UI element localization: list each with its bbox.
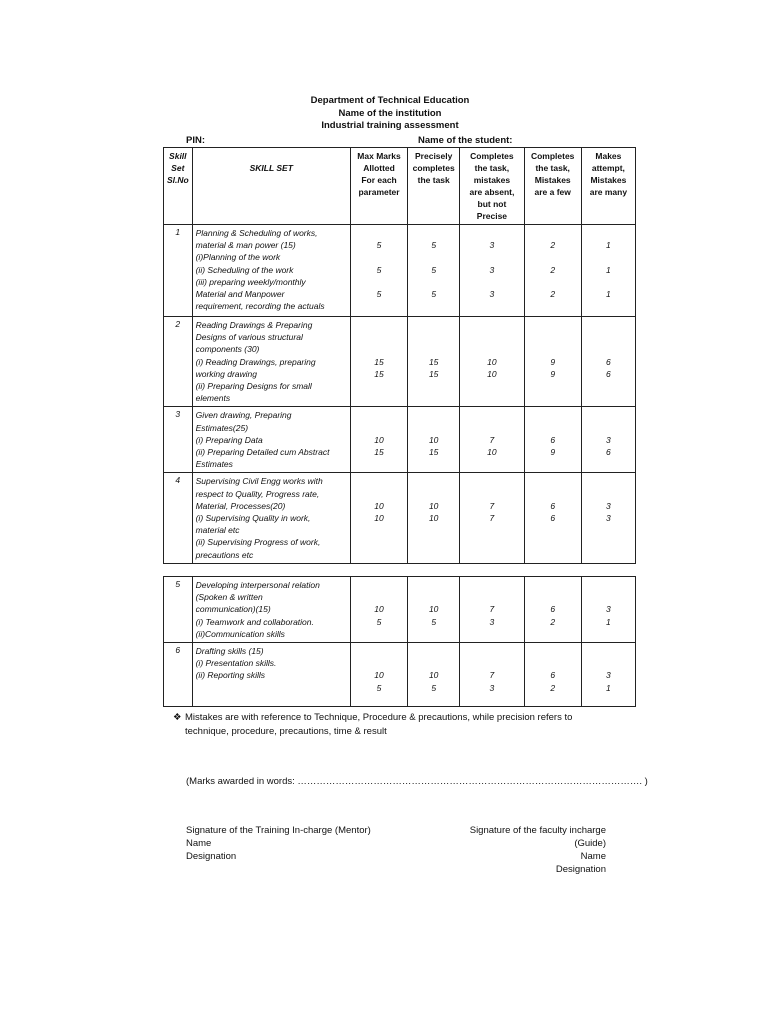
mistakes-few-cell-line: 9	[550, 356, 556, 367]
table-row	[164, 643, 636, 707]
max-marks-cell-line	[354, 227, 404, 239]
skill-description-line: (ii) Preparing Detailed cum Abstract	[195, 447, 330, 458]
max-marks-cell-line: 5	[376, 288, 382, 299]
mistakes-many-cell	[581, 407, 635, 473]
mistakes-many-cell-line	[585, 579, 632, 591]
dept-title: Department of Technical Education	[310, 95, 470, 106]
mistakes-many-cell	[581, 225, 635, 317]
mistakes-few-cell-line: 2	[550, 682, 556, 693]
guide-signature-block	[436, 824, 606, 876]
skill-description-line: respect to Quality, Progress rate,	[195, 488, 320, 499]
max-marks-cell-line	[354, 300, 404, 312]
mistakes-many-cell-line: 6	[606, 447, 611, 457]
mistakes-few-cell-line	[528, 331, 578, 343]
precise-cell-line: 5	[431, 264, 437, 275]
skill-sl-no: 2	[164, 317, 193, 407]
max-marks-cell-line	[354, 645, 404, 657]
col-header-mistakes-many: Makes attempt, Mistakes are many	[581, 148, 635, 225]
mistakes-many-cell-line: 3	[606, 604, 611, 615]
mistakes-few-cell-line	[528, 227, 578, 239]
col-header-mistakes-few: Completes the task, Mistakes are a few	[524, 148, 581, 225]
skill-description-line: communication)(15)	[195, 604, 271, 615]
max-marks-cell-line	[354, 579, 404, 591]
mistakes-absent-cell-line	[463, 319, 520, 331]
mistakes-many-cell-line	[585, 276, 632, 288]
mistakes-absent-cell-line	[463, 227, 520, 239]
max-marks-cell-line	[354, 422, 404, 434]
mistakes-many-cell-line: 3	[606, 500, 611, 511]
mistakes-many-cell-line: 3	[606, 670, 611, 681]
mistakes-few-cell-line: 9	[550, 368, 556, 379]
precise-cell-line	[411, 645, 456, 657]
table-2-body	[164, 577, 636, 707]
mistakes-many-cell-line	[585, 331, 632, 343]
max-marks-cell-line	[354, 591, 404, 603]
skill-description	[192, 577, 350, 643]
guide-designation-label: Designation	[555, 864, 606, 875]
mistakes-absent-cell-line: 7	[489, 500, 495, 511]
mistakes-absent-cell-line	[463, 488, 520, 500]
skill-description-line: (ii) Scheduling of the work	[195, 264, 294, 275]
precise-cell-line	[411, 251, 456, 263]
table-row	[164, 577, 636, 643]
col-header-max-marks: Max Marks Allotted For each parameter	[350, 148, 407, 225]
mistakes-many-cell-line: 6	[606, 356, 611, 367]
skill-description-line: (ii) Supervising Progress of work,	[195, 537, 321, 548]
precise-cell-line	[411, 227, 456, 239]
mistakes-few-cell-line	[528, 645, 578, 657]
skill-sl-no: 5	[164, 577, 193, 643]
mistakes-absent-cell-line: 3	[489, 240, 495, 251]
precise-cell-line: 10	[428, 604, 439, 615]
mistakes-many-cell-line	[585, 591, 632, 603]
mistakes-absent-cell	[460, 473, 524, 563]
mistakes-few-cell	[524, 643, 581, 707]
precise-cell-line	[411, 488, 456, 500]
max-marks-cell-line	[354, 488, 404, 500]
mistakes-few-cell-line: 6	[550, 604, 556, 615]
precise-cell-line	[411, 276, 456, 288]
precise-cell-line: 10	[428, 500, 439, 511]
mistakes-many-cell-line	[585, 422, 632, 434]
max-marks-cell-line	[354, 343, 404, 355]
mentor-signature-label: Signature of the Training In-charge (Mentor)	[186, 825, 371, 836]
mistakes-few-cell-line: 6	[550, 500, 556, 511]
mistakes-few-cell-line: 2	[550, 240, 556, 251]
precise-cell-line	[411, 409, 456, 421]
mistakes-few-cell	[524, 473, 581, 563]
skill-description-line: Planning & Scheduling of works,	[195, 228, 318, 238]
mistakes-absent-cell-line	[463, 343, 520, 355]
skill-description-line: (i) Preparing Data	[195, 434, 263, 445]
mistakes-many-cell-line: 3	[606, 513, 611, 524]
mistakes-absent-cell	[460, 643, 524, 707]
table-1-body	[164, 225, 636, 564]
max-marks-cell	[350, 643, 407, 707]
mistakes-absent-cell-line	[463, 657, 520, 669]
skill-description-line: components (30)	[195, 344, 260, 355]
skill-description-line: Supervising Civil Engg works with	[195, 476, 323, 487]
mistakes-absent-cell-line: 10	[487, 368, 497, 379]
mistakes-absent-cell-line: 7	[489, 513, 495, 524]
skill-description-line: (Spoken & written	[195, 592, 263, 603]
mentor-designation-label: Designation	[186, 851, 237, 862]
skill-description	[192, 643, 350, 707]
precise-cell-line: 10	[428, 670, 439, 681]
mistakes-few-cell-line: 2	[550, 264, 556, 275]
mistakes-absent-cell-line	[463, 591, 520, 603]
skill-description-line: Estimates	[195, 459, 233, 470]
max-marks-cell-line	[354, 276, 404, 288]
mistakes-absent-cell-line: 3	[489, 288, 495, 299]
max-marks-cell-line	[354, 319, 404, 331]
skill-description-line: precautions etc	[195, 549, 254, 560]
precise-cell-line: 10	[428, 434, 439, 445]
mistakes-few-cell-line	[528, 475, 578, 487]
precise-cell-line: 15	[428, 356, 439, 367]
mistakes-many-cell-line	[585, 227, 632, 239]
mistakes-many-cell-line	[585, 343, 632, 355]
mistakes-few-cell	[524, 577, 581, 643]
precise-cell-line	[411, 343, 456, 355]
mistakes-few-cell-line	[528, 409, 578, 421]
max-marks-cell	[350, 473, 407, 563]
mistakes-few-cell-line: 6	[550, 513, 556, 524]
skill-description-line: requirement, recording the actuals	[195, 301, 325, 312]
mistakes-few-cell	[524, 317, 581, 407]
skill-description-line: (i) Presentation skills.	[195, 658, 277, 669]
mistakes-few-cell-line	[528, 251, 578, 263]
precise-cell-line: 5	[431, 682, 437, 693]
mistakes-few-cell-line: 6	[550, 670, 556, 681]
skill-description-line: material etc	[195, 525, 240, 536]
max-marks-cell-line: 15	[374, 447, 384, 457]
table-row	[164, 317, 636, 407]
mistakes-absent-cell-line	[463, 475, 520, 487]
max-marks-cell	[350, 225, 407, 317]
max-marks-cell	[350, 407, 407, 473]
mistakes-absent-cell-line	[463, 422, 520, 434]
mistakes-many-cell-line: 1	[606, 288, 611, 299]
precise-cell-line	[411, 300, 456, 312]
mistakes-absent-cell	[460, 577, 524, 643]
skill-description-line: (ii)Communication skills	[195, 628, 285, 639]
guide-signature-label: Signature of the faculty incharge (Guide)	[469, 825, 606, 849]
mistakes-many-cell-line	[585, 251, 632, 263]
precise-cell-line	[411, 422, 456, 434]
mistakes-many-cell	[581, 643, 635, 707]
mistakes-many-cell-line	[585, 300, 632, 312]
mistakes-few-cell-line	[528, 591, 578, 603]
mistakes-absent-cell	[460, 407, 524, 473]
max-marks-cell-line: 10	[374, 500, 384, 511]
student-name-label: Name of the student:	[418, 135, 513, 146]
mistakes-absent-cell-line	[463, 579, 520, 591]
max-marks-cell-line: 5	[376, 616, 382, 627]
mistakes-absent-cell-line: 3	[489, 616, 495, 627]
mistakes-few-cell-line	[528, 319, 578, 331]
precise-cell	[408, 473, 460, 563]
mistakes-many-cell	[581, 317, 635, 407]
diamond-bullet-icon: ❖	[173, 712, 182, 723]
precise-cell-line	[411, 657, 456, 669]
max-marks-cell-line: 10	[374, 604, 384, 615]
skill-description-line: (iii) preparing weekly/monthly	[195, 276, 306, 287]
skill-description-line: (i) Supervising Quality in work,	[195, 513, 311, 524]
precise-cell	[408, 643, 460, 707]
mistakes-absent-cell-line: 3	[489, 682, 495, 693]
max-marks-cell-line	[354, 251, 404, 263]
mistakes-absent-cell-line	[463, 409, 520, 421]
mistakes-absent-cell-line	[463, 331, 520, 343]
max-marks-cell-line: 10	[374, 513, 384, 524]
precise-cell	[408, 407, 460, 473]
mistakes-many-cell-line	[585, 409, 632, 421]
skill-description-line: (ii) Preparing Designs for small	[195, 381, 312, 392]
document-header	[160, 95, 620, 133]
precise-cell-line: 5	[431, 240, 437, 251]
skill-description	[192, 473, 350, 563]
mistakes-absent-cell-line: 7	[489, 670, 495, 681]
max-marks-cell	[350, 317, 407, 407]
assessment-title: Industrial training assessment	[321, 120, 459, 131]
note-line-1: Mistakes are with reference to Technique, Procedure & precautions, while precision refers to	[185, 712, 573, 723]
skill-description-line: working drawing	[195, 368, 258, 379]
mistakes-absent-cell-line	[463, 645, 520, 657]
max-marks-cell	[350, 577, 407, 643]
skill-sl-no: 6	[164, 643, 193, 707]
precise-cell-line: 5	[431, 288, 437, 299]
col-header-mistakes-absent: Completes the task, mistakes are absent, but not Precise	[460, 148, 524, 225]
marks-in-words: (Marks awarded in words: ………………………………………………………………………………………………. )	[186, 776, 648, 787]
mistakes-many-cell	[581, 577, 635, 643]
mistakes-few-cell-line	[528, 579, 578, 591]
max-marks-cell-line: 15	[374, 368, 384, 379]
precise-cell	[408, 225, 460, 317]
mistakes-absent-cell-line: 3	[489, 264, 495, 275]
mistakes-absent-cell-line: 7	[489, 604, 495, 615]
mistakes-absent-cell-line	[463, 300, 520, 312]
mentor-name-label: Name	[186, 838, 212, 849]
mistakes-many-cell-line	[585, 475, 632, 487]
max-marks-cell-line	[354, 475, 404, 487]
skill-description	[192, 317, 350, 407]
max-marks-cell-line: 5	[376, 264, 382, 275]
mistakes-many-cell-line: 1	[606, 264, 611, 275]
mistakes-many-cell-line	[585, 319, 632, 331]
skill-description-line: Drafting skills (15)	[195, 646, 264, 657]
max-marks-cell-line	[354, 409, 404, 421]
mistakes-few-cell-line	[528, 488, 578, 500]
pin-label: PIN:	[186, 135, 205, 146]
mistakes-absent-cell-line: 10	[487, 356, 497, 367]
institution-title: Name of the institution	[338, 107, 442, 119]
max-marks-cell-line: 5	[376, 240, 382, 251]
mistakes-absent-cell-line: 10	[487, 447, 497, 457]
precise-cell-line	[411, 579, 456, 591]
precise-cell-line: 15	[428, 447, 439, 457]
mistakes-many-cell	[581, 473, 635, 563]
mistakes-few-cell-line	[528, 422, 578, 434]
assessment-table-2	[163, 576, 636, 707]
col-header-skillset: SKILL SET	[192, 148, 350, 225]
col-header-slno: Skill Set Sl.No	[164, 148, 193, 225]
mistakes-few-cell-line	[528, 276, 578, 288]
precise-cell-line	[411, 591, 456, 603]
skill-description-line: (i) Teamwork and collaboration.	[195, 616, 314, 627]
max-marks-cell-line: 10	[374, 434, 384, 445]
max-marks-cell-line: 15	[374, 356, 384, 367]
mistakes-absent-cell-line	[463, 251, 520, 263]
mistakes-absent-cell	[460, 225, 524, 317]
skill-description-line: Reading Drawings & Preparing	[195, 320, 313, 330]
mistakes-few-cell	[524, 225, 581, 317]
mistakes-few-cell-line	[528, 657, 578, 669]
skill-description-line: (i)Planning of the work	[195, 252, 281, 263]
max-marks-cell-line: 10	[374, 670, 384, 681]
table-row	[164, 225, 636, 317]
precise-cell-line: 10	[428, 513, 439, 524]
skill-description	[192, 225, 350, 317]
mistakes-many-cell-line	[585, 488, 632, 500]
max-marks-cell-line	[354, 657, 404, 669]
mistakes-few-cell-line: 9	[550, 447, 556, 457]
precise-cell-line	[411, 475, 456, 487]
precise-cell-line: 15	[428, 368, 439, 379]
table-row	[164, 473, 636, 563]
skill-sl-no: 4	[164, 473, 193, 563]
precise-cell-line	[411, 319, 456, 331]
mistakes-many-cell-line	[585, 657, 632, 669]
mistakes-many-cell-line: 1	[606, 616, 611, 627]
mistakes-many-cell-line	[585, 645, 632, 657]
skill-description-line: elements	[195, 393, 231, 404]
precise-cell	[408, 577, 460, 643]
max-marks-cell-line: 5	[376, 682, 382, 693]
mistakes-few-cell-line	[528, 343, 578, 355]
mistakes-few-cell-line: 6	[550, 434, 556, 445]
precise-cell-line	[411, 331, 456, 343]
mistakes-absent-cell	[460, 317, 524, 407]
skill-description-line: Developing interpersonal relation	[195, 580, 320, 590]
precision-note	[173, 711, 605, 739]
mistakes-many-cell-line: 3	[606, 434, 611, 445]
mistakes-many-cell-line: 6	[606, 368, 611, 379]
skill-sl-no: 1	[164, 225, 193, 317]
max-marks-cell-line	[354, 331, 404, 343]
skill-description-line: Designs of various structural	[195, 332, 303, 343]
col-header-precise: Precisely completes the task	[408, 148, 460, 225]
precise-cell	[408, 317, 460, 407]
mistakes-few-cell	[524, 407, 581, 473]
skill-description-line: (ii) Reporting skills	[195, 670, 266, 681]
skill-description	[192, 407, 350, 473]
mentor-signature-block	[186, 824, 371, 863]
skill-description-line: Estimates(25)	[195, 422, 249, 433]
mistakes-many-cell-line: 1	[606, 682, 611, 693]
note-line-2: technique, procedure, precautions, time & result	[185, 726, 387, 737]
precise-cell-line: 5	[431, 616, 437, 627]
assessment-table-1	[163, 147, 636, 564]
skill-sl-no: 3	[164, 407, 193, 473]
skill-description-line: Given drawing, Preparing	[195, 410, 292, 421]
mistakes-few-cell-line	[528, 300, 578, 312]
skill-description-line: Material and Manpower	[195, 289, 285, 300]
skill-description-line: (i) Reading Drawings, preparing	[195, 356, 316, 367]
mistakes-absent-cell-line: 7	[489, 434, 495, 445]
mistakes-few-cell-line: 2	[550, 616, 556, 627]
guide-name-label: Name	[580, 851, 606, 862]
mistakes-absent-cell-line	[463, 276, 520, 288]
mistakes-many-cell-line: 1	[606, 240, 611, 251]
table-row	[164, 407, 636, 473]
skill-description-line: material & man power (15)	[195, 240, 296, 251]
mistakes-few-cell-line: 2	[550, 288, 556, 299]
skill-description-line: Material, Processes(20)	[195, 500, 286, 511]
